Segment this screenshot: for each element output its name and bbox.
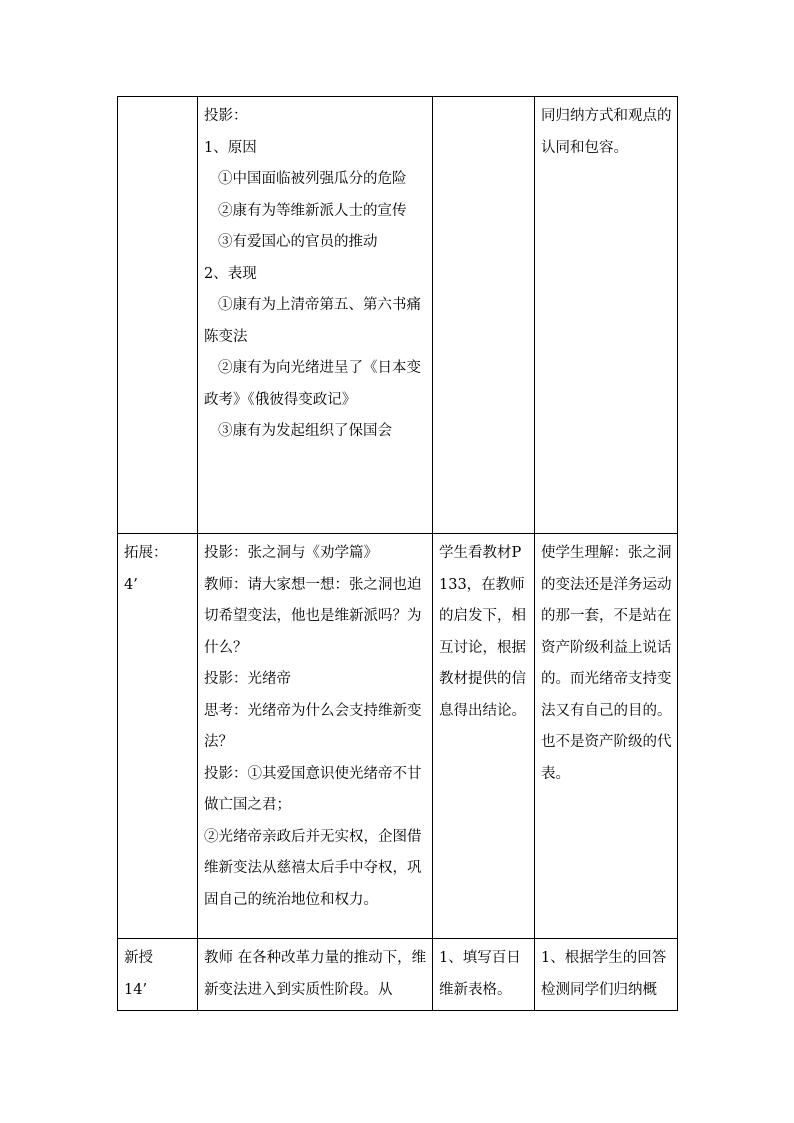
- content-cell: [198, 534, 433, 939]
- content-line: 投影：①其爱国意识使光绪帝不甘做亡国之君；: [204, 765, 422, 813]
- intent-cell: [535, 534, 678, 939]
- lesson-plan-table: [117, 96, 678, 1011]
- student-activity: 学生看教材P133，在教师的启发下，相互讨论，根据教材提供的信息得出结论。: [439, 545, 526, 719]
- stage-cell: [118, 97, 198, 534]
- content-line: ①康有为上清帝第五、第六书痛陈变法: [204, 297, 421, 345]
- intent-line: 1、根据学生的回答检测同学们归纳概: [541, 950, 667, 998]
- stage-cell: [118, 534, 198, 939]
- student-cell: [433, 534, 535, 939]
- content-line: ③有爱国心的官员的推动: [218, 234, 378, 250]
- stage-label: 拓展：: [124, 545, 168, 561]
- student-cell: [433, 939, 535, 1011]
- student-cell: [433, 97, 535, 534]
- stage-duration: 4’: [124, 576, 138, 593]
- content-cell: [198, 97, 433, 534]
- content-line: ②光绪帝亲政后并无实权，企图借维新变法从慈禧太后手中夺权，巩固自己的统治地位和权力。: [204, 828, 422, 908]
- intent-cell: [535, 97, 678, 534]
- content-line: 投影：光绪帝: [204, 671, 291, 687]
- table-row: [118, 97, 678, 534]
- content-line: 2、表现: [204, 265, 257, 282]
- stage-cell: [118, 939, 198, 1011]
- intent-cell: [535, 939, 678, 1011]
- content-line: ②康有为向光绪进呈了《日本变政考》《俄彼得变政记》: [204, 360, 421, 408]
- table-row: [118, 534, 678, 939]
- intent-line: 使学生理解：张之洞的变法还是洋务运动的那一套，不是站在资产阶级利益上说话的。而光绪帝支持变法又有自己的目的。也不是资产阶级的代表。: [541, 545, 672, 782]
- content-cell: [198, 939, 433, 1011]
- table-row: [118, 939, 678, 1011]
- student-activity: 1、填写百日维新表格。: [439, 950, 521, 998]
- content-line: 思考：光绪帝为什么会支持维新变法？: [204, 702, 422, 750]
- stage-label: 新授: [124, 950, 153, 966]
- content-line: 教师 在各种改革力量的推动下，维新变法进入到实质性阶段。从: [204, 950, 427, 998]
- content-line: ②康有为等维新派人士的宣传: [218, 202, 407, 219]
- stage-duration: 14’: [124, 981, 148, 998]
- content-line: ①中国面临被列强瓜分的危险: [218, 171, 407, 187]
- content-line: 投影：张之洞与《劝学篇》: [204, 545, 378, 561]
- content-line: 投影：: [204, 108, 248, 124]
- content-line: 教师：请大家想一想：张之洞也迫切希望变法，他也是维新派吗？为什么？: [204, 576, 422, 656]
- content-line: ③康有为发起组织了保国会: [218, 423, 392, 439]
- content-line: 1、原因: [204, 139, 257, 156]
- intent-line: 同归纳方式和观点的认同和包容。: [541, 108, 672, 156]
